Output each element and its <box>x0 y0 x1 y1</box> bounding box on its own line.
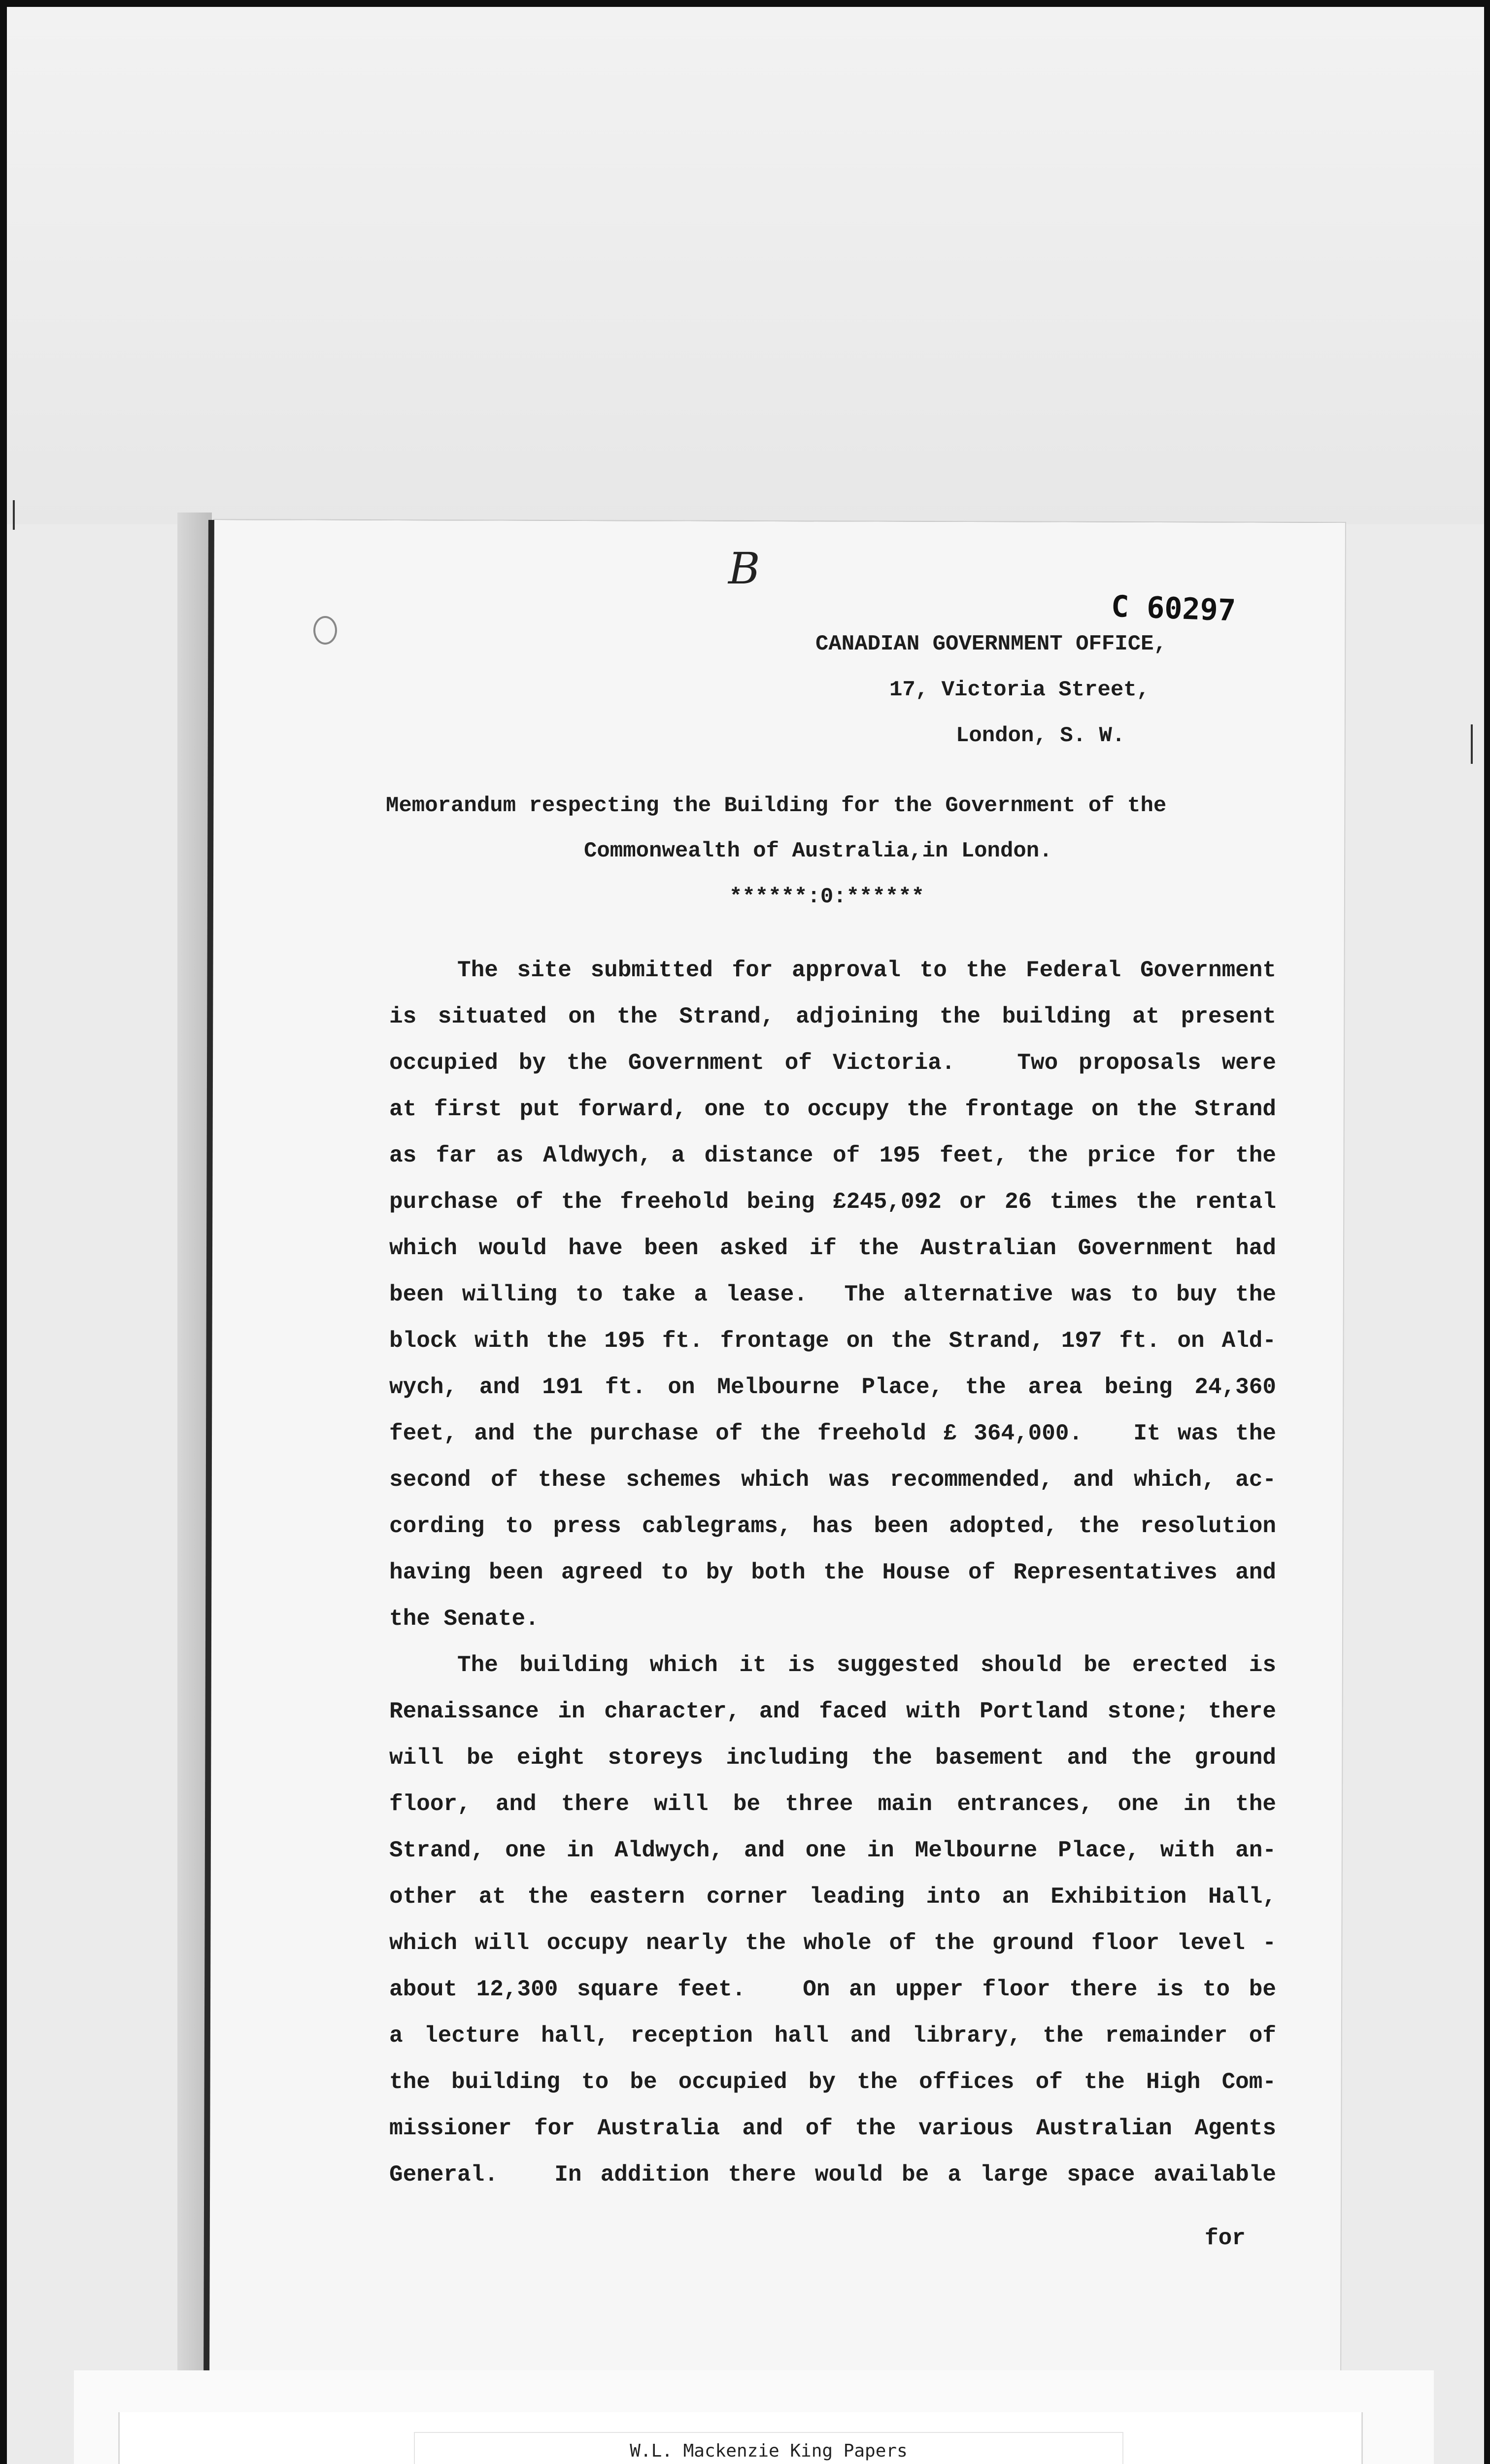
reference-number: C 60297 <box>1110 589 1237 628</box>
body-line: the Senate. <box>389 1606 539 1632</box>
body-line: having been agreed to by both the House of Representatives and <box>389 1560 1276 1585</box>
body-line: which will occupy nearly the whole of the ground floor level - <box>389 1930 1276 1956</box>
frame-background <box>7 7 1484 524</box>
body-line: feet, and the purchase of the freehold £ 364,000. It was the <box>389 1421 1276 1446</box>
body-line: been willing to take a lease. The alternative was to buy the <box>389 1282 1276 1307</box>
address-line: 17, Victoria Street, <box>889 678 1150 702</box>
continuation-word: for <box>1205 2225 1246 2251</box>
address-line: CANADIAN GOVERNMENT OFFICE, <box>815 632 1167 656</box>
body-line: a lecture hall, reception hall and library, the remainder of <box>389 2023 1276 2049</box>
body-line: other at the eastern corner leading into an Exhibition Hall, <box>389 1884 1276 1910</box>
memo-title-line: Memorandum respecting the Building for the Government of the <box>386 793 1167 818</box>
punch-hole <box>313 616 337 645</box>
body-line: block with the 195 ft. frontage on the Strand, 197 ft. on Ald- <box>389 1328 1276 1354</box>
body-line: cording to press cablegrams, has been adopted, the resolution <box>389 1513 1276 1539</box>
body-line: Renaissance in character, and faced with Portland stone; there <box>389 1699 1276 1724</box>
body-line: about 12,300 square feet. On an upper floor there is to be <box>389 1977 1276 2002</box>
film-edge-mark <box>13 500 15 530</box>
memo-title-line: Commonwealth of Australia,in London. <box>584 839 1052 863</box>
address-line: London, S. W. <box>956 723 1125 748</box>
body-line: occupied by the Government of Victoria. Two proposals were <box>389 1050 1276 1076</box>
handwritten-mark: B <box>728 543 760 594</box>
body-line: missioner for Australia and of the various Australian Agents <box>389 2116 1276 2141</box>
body-line: is situated on the Strand, adjoining the building at present <box>389 1004 1276 1029</box>
body-line: General. In addition there would be a large space available <box>389 2162 1276 2188</box>
body-line: wych, and 191 ft. on Melbourne Place, the area being 24,360 <box>389 1374 1276 1400</box>
body-line: will be eight storeys including the basement and the ground <box>389 1745 1276 1771</box>
body-line: second of these schemes which was recommended, and which, ac- <box>389 1467 1276 1493</box>
page-shadow <box>177 513 212 2385</box>
body-line: the building to be occupied by the offices of the High Com- <box>389 2069 1276 2095</box>
body-line: The site submitted for approval to the Federal Government <box>457 958 1276 983</box>
film-edge-mark <box>1471 724 1473 764</box>
body-line: Strand, one in Aldwych, and one in Melbourne Place, with an- <box>389 1838 1276 1863</box>
body-line: which would have been asked if the Australian Government had <box>389 1235 1276 1261</box>
body-line: as far as Aldwych, a distance of 195 feet, the price for the <box>389 1143 1276 1168</box>
body-line: purchase of the freehold being £245,092 or 26 times the rental <box>389 1189 1276 1215</box>
body-line: at first put forward, one to occupy the frontage on the Strand <box>389 1096 1276 1122</box>
memo-separator: ******:0:****** <box>729 885 925 909</box>
collection-label <box>414 2432 1123 2464</box>
body-line: floor, and there will be three main entrances, one in the <box>389 1791 1276 1817</box>
body-line: The building which it is suggested should be erected is <box>457 1652 1276 1678</box>
collection-name: W.L. Mackenzie King Papers <box>630 2441 908 2461</box>
